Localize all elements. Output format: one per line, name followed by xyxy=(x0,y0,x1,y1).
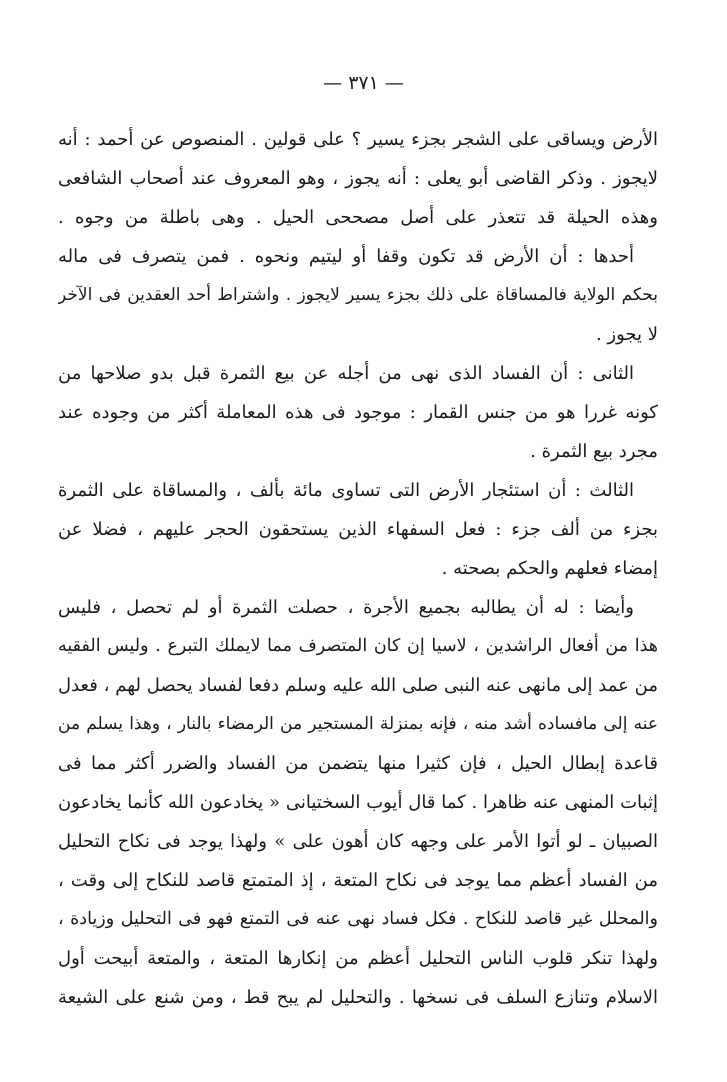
text-line: لايجوز . وذكر القاضى أبو يعلى : أنه يجوز ، وهو المعروف عند أصحاب الشافعى xyxy=(58,168,658,189)
page-number: — ٣٧١ — xyxy=(323,72,404,94)
text-line: الأرض ويساقى على الشجر بجزء يسير ؟ على قولين . المنصوص عن أحمد : أنه xyxy=(58,129,658,150)
text-line: من عمد إلى مانهى عنه النبى صلى الله عليه وسلم دفعا لفساد يحصل لهم ، فعدل xyxy=(58,675,658,696)
text-line: مجرد بيع الثمرة . xyxy=(530,441,658,462)
text-line: إمضاء فعلهم والحكم بصحته . xyxy=(441,558,658,579)
text-line: هذا من أفعال الراشدين ، لاسيا إن كان المتصرف مما لايملك التبرع . وليس الفقيه xyxy=(58,636,658,656)
text-line: الثالث : أن استئجار الأرض التى تساوى مائة بألف ، والمساقاة على الثمرة xyxy=(58,480,634,501)
text-line: الصبيان ـ لو أتوا الأمر على وجهه كان أهون على » ولهذا يوجد فى نكاح التحليل xyxy=(58,831,658,852)
text-line: ولهذا تنكر قلوب الناس التحليل أعظم من إنكارها المتعة ، والمتعة أبيحت أول xyxy=(58,948,658,969)
text-line: الاسلام وتنازع السلف فى نسخها . والتحليل لم يبح قط ، ومن شنع على الشيعة xyxy=(58,987,658,1008)
text-line: كونه غررا هو من جنس القمار : موجود فى هذه المعاملة أكثر من وجوده عند xyxy=(58,402,658,423)
text-line: بحكم الولاية فالمساقاة على ذلك بجزء يسير لايجوز . واشتراط أحد العقدين فى الآخر xyxy=(58,285,658,305)
text-line: وأيضا : له أن يطالبه بجميع الأجرة ، حصلت الثمرة أو لم تحصل ، فليس xyxy=(58,597,634,618)
text-line: وهذه الحيلة قد تتعذر على أصل مصححى الحيل . وهى باطلة من وجوه . xyxy=(58,207,658,228)
text-line: من الفساد أعظم مما يوجد فى نكاح المتعة ، إذ المتمتع قاصد للنكاح إلى وقت ، xyxy=(58,870,658,891)
text-line: عنه إلى مافساده أشد منه ، فإنه بمنزلة المستجير من الرمضاء بالنار ، وهذا يسلم من xyxy=(58,714,658,734)
text-line: إثبات المنهى عنه ظاهرا . كما قال أيوب السختيانى « يخادعون الله كأنما يخادعون xyxy=(58,792,658,813)
text-line: أحدها : أن الأرض قد تكون وقفا أو ليتيم ونحوه . فمن يتصرف فى ماله xyxy=(58,246,634,267)
body-text xyxy=(58,120,658,1017)
text-line: لا يجوز . xyxy=(595,324,658,345)
text-line: بجزء من ألف جزء : فعل السفهاء الذين يستحقون الحجر عليهم ، فضلا عن xyxy=(58,519,658,540)
text-line: قاعدة إبطال الحيل ، فإن كثيرا منها يتضمن من الفساد والضرر أكثر مما فى xyxy=(58,753,658,774)
text-line: الثانى : أن الفساد الذى نهى من أجله عن بيع الثمرة قبل بدو صلاحها من xyxy=(58,363,634,384)
text-line: والمحلل غير قاصد للنكاح . فكل فساد نهى عنه فى التمتع فهو فى التحليل وزيادة ، xyxy=(58,909,658,929)
